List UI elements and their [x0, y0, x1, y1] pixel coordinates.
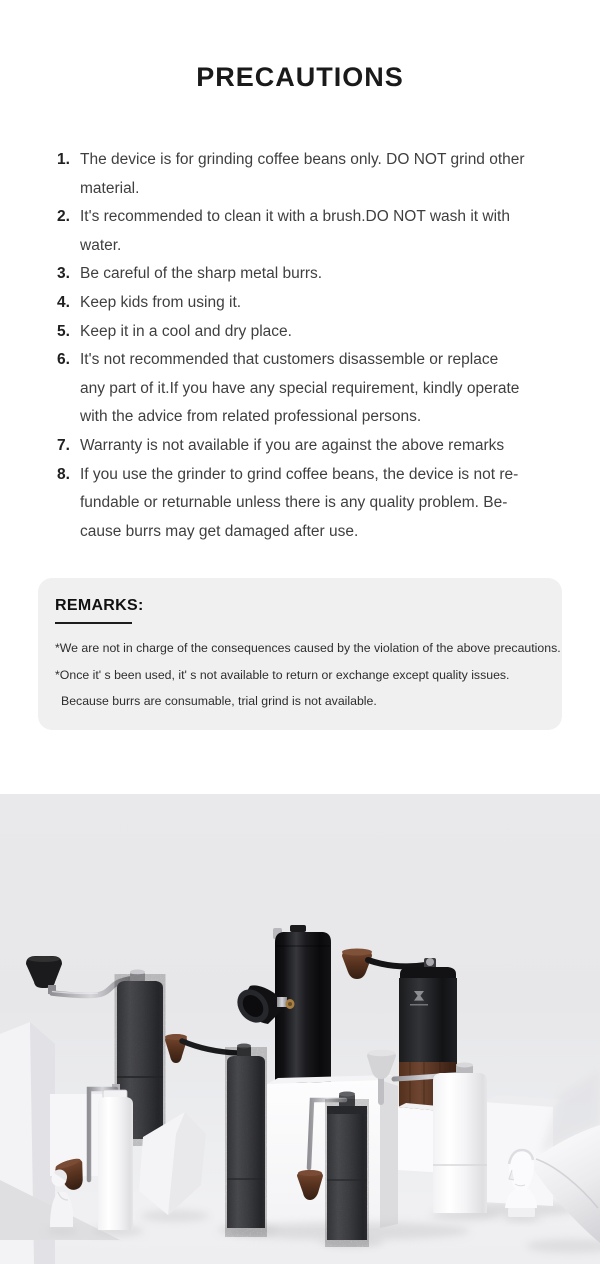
list-item-line: Warranty is not available if you are against the above remarks: [80, 436, 505, 454]
list-item-number: 8.: [57, 465, 70, 483]
list-item-number: 4.: [57, 293, 70, 311]
list-item-line: The device is for grinding coffee beans only. DO NOT grind other: [80, 151, 525, 168]
list-item-text: [80, 346, 564, 432]
remarks-box: [38, 578, 562, 730]
list-item-line: Keep kids from using it.: [80, 293, 242, 311]
list-item-line: Keep it in a cool and dry place.: [80, 322, 292, 340]
page-title: PRECAUTIONS: [196, 62, 404, 92]
list-item-number: 7.: [57, 436, 70, 454]
remark-line: *We are not in charge of the consequences caused by the violation of the above precautions.: [55, 641, 561, 655]
list-item-number: 6.: [57, 351, 70, 369]
list-item-line: material.: [80, 179, 140, 197]
list-item-line: with the advice from related professional persons.: [80, 408, 422, 426]
list-item-line: Be careful of the sharp metal burrs.: [80, 265, 323, 283]
list-item: [57, 260, 564, 289]
list-item-text: [80, 203, 564, 260]
list-item-line: If you use the grinder to grind coffee beans, the device is not re-: [80, 465, 519, 483]
list-item: [57, 289, 564, 318]
list-item-text: [80, 318, 564, 347]
list-item-line: water.: [80, 236, 122, 254]
list-item-text: [80, 289, 564, 318]
remarks-heading: REMARKS:: [55, 597, 144, 614]
list-item-line: any part of it.If you have any special requirement, kindly operate: [80, 379, 520, 397]
list-item-text: [80, 461, 564, 547]
remark-line: Because burrs are consumable, trial grind is not available.: [61, 694, 377, 708]
list-item-text: [80, 146, 564, 203]
list-item: [57, 203, 564, 260]
list-item-number: 3.: [57, 265, 70, 283]
remarks-underline: [55, 622, 132, 624]
list-item-line: fundable or returnable unless there is any quality problem. Be-: [80, 494, 508, 512]
list-item-line: It's not recommended that customers disassemble or replace: [80, 351, 499, 369]
list-item: [57, 432, 564, 461]
remark-line: *Once it' s been used, it' s not available to return or exchange except quality issues.: [55, 667, 510, 682]
list-item-number: 1.: [57, 151, 70, 168]
precautions-list: [57, 146, 564, 546]
list-item-number: 5.: [57, 322, 70, 340]
list-item: [57, 346, 564, 432]
list-item-text: [80, 260, 564, 289]
remarks-lines: [55, 635, 561, 715]
list-item-text: [80, 432, 564, 461]
product-photo: [0, 794, 600, 1264]
list-item: [57, 318, 564, 347]
list-item: [57, 461, 564, 547]
list-item-number: 2.: [57, 208, 70, 226]
list-item: [57, 146, 564, 203]
list-item-line: cause burrs may get damaged after use.: [80, 522, 359, 540]
list-item-line: It's recommended to clean it with a brush.DO NOT wash it with: [80, 208, 510, 226]
